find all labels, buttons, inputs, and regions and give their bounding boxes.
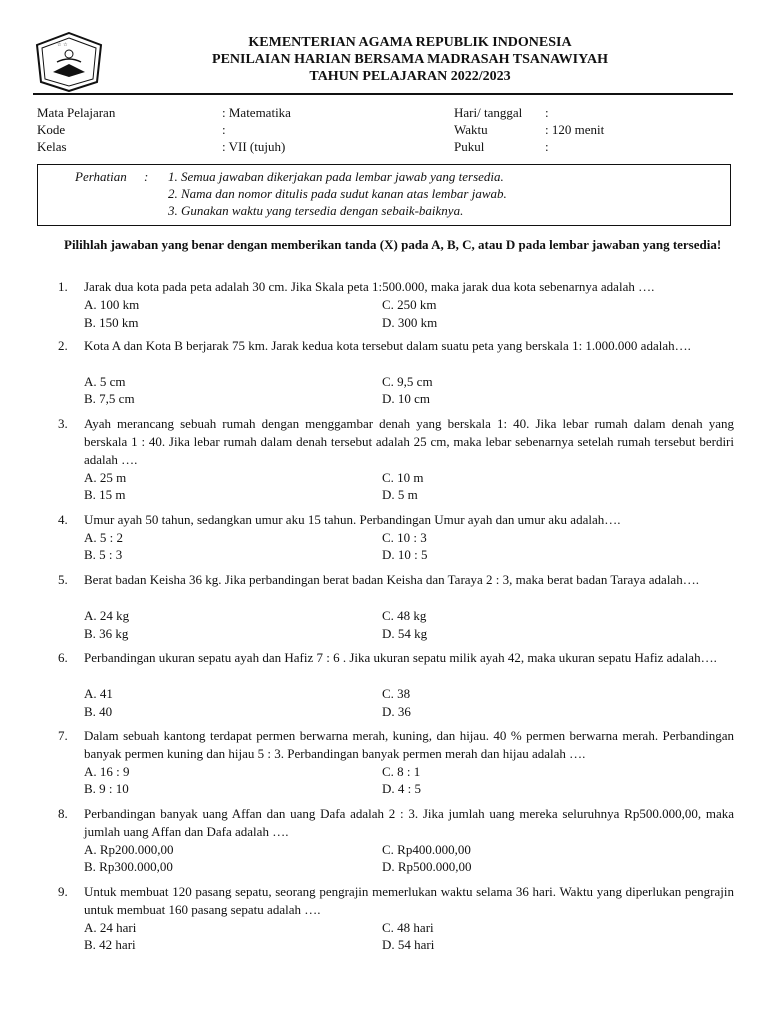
option-b: B. 15 m — [84, 487, 126, 502]
option-c: C. 10 : 3 — [382, 530, 427, 545]
question-text: Perbandingan ukuran sepatu ayah dan Hafiz 7 : 6 . Jika ukuran sepatu milik ayah 42, maka ukuran sepatu Hafiz adalah…. — [84, 650, 717, 665]
option-d: D. Rp500.000,00 — [382, 859, 472, 874]
pukul-label: Pukul — [454, 139, 485, 154]
svg-text:☆ ☆: ☆ ☆ — [57, 42, 68, 48]
hari-label: Hari/ tanggal — [454, 105, 523, 120]
option-c: C. 10 m — [382, 470, 424, 485]
option-c: C. 48 hari — [382, 920, 434, 935]
question-number: 2. — [58, 338, 68, 353]
option-a: A. 25 m — [84, 470, 127, 485]
option-c: C. 9,5 cm — [382, 374, 433, 389]
notice-item: 3. Gunakan waktu yang tersedia dengan sebaik-baiknya. — [168, 203, 464, 218]
option-c: C. 38 — [382, 686, 411, 701]
notice-box — [37, 164, 731, 226]
option-a: A. Rp200.000,00 — [84, 842, 174, 857]
option-a: A. 5 : 2 — [84, 530, 123, 545]
option-a: A. 24 kg — [84, 608, 130, 623]
question-text: Ayah merancang sebuah rumah dengan menggambar denah yang berskala 1: 40. Jika lebar rumah dalam denah yang berskala 1 : 40. Jika lebar rumah dalam denah tersebut adalah 25 cm, maka lebar sebenarnya setelah rumah tersebut berdiri adalah …. — [84, 416, 734, 467]
kemenag-emblem-icon — [35, 32, 103, 92]
instruction-text: Pilihlah jawaban yang benar dengan memberikan tanda (X) pada A, B, C, atau D pada lembar jawaban yang tersedia! — [64, 237, 722, 252]
notice-item: 1. Semua jawaban dikerjakan pada lembar jawab yang tersedia. — [168, 169, 504, 184]
option-d: D. 10 cm — [382, 391, 431, 406]
kode-label: Kode — [37, 122, 66, 137]
notice-item: 2. Nama dan nomor ditulis pada sudut kanan atas lembar jawab. — [168, 186, 507, 201]
option-b: B. 9 : 10 — [84, 781, 129, 796]
mapel-value: : Matematika — [222, 105, 291, 120]
question-number: 9. — [58, 884, 68, 899]
option-b: B. 150 km — [84, 315, 139, 330]
question-text: Untuk membuat 120 pasang sepatu, seorang pengrajin memerlukan waktu selama 36 hari. Waktu yang diperlukan pengrajin untuk membuat 160 pasang sepatu adalah …. — [84, 884, 734, 917]
hari-value: : — [545, 105, 549, 120]
header-line-3: TAHUN PELAJARAN 2022/2023 — [309, 69, 511, 84]
question-text: Perbandingan banyak uang Affan dan uang Dafa adalah 2 : 3. Jika jumlah uang mereka seluruhnya Rp500.000,00, maka jumlah uang Affan dan Dafa adalah …. — [84, 806, 734, 839]
notice-colon: : — [144, 169, 149, 184]
question-text: Kota A dan Kota B berjarak 75 km. Jarak kedua kota tersebut dalam suatu peta yang berskala 1: 1.000.000 adalah…. — [84, 338, 691, 353]
option-d: D. 300 km — [382, 315, 438, 330]
option-b: B. 5 : 3 — [84, 547, 123, 562]
option-a: A. 100 km — [84, 297, 140, 312]
option-d: D. 4 : 5 — [382, 781, 421, 796]
pukul-value: : — [545, 139, 549, 154]
waktu-label: Waktu — [454, 122, 488, 137]
waktu-value: : 120 menit — [545, 122, 605, 137]
question-text: Berat badan Keisha 36 kg. Jika perbandingan berat badan Keisha dan Taraya 2 : 3, maka berat badan Taraya adalah…. — [84, 572, 699, 587]
option-b: B. 36 kg — [84, 626, 129, 641]
question-number: 5. — [58, 572, 68, 587]
question-text: Dalam sebuah kantong terdapat permen berwarna merah, kuning, dan hijau. 40 % permen berwarna merah. Perbandingan banyak permen kuning dan hijau 5 : 3. Perbandingan banyak permen merah dan hijau adalah …. — [84, 728, 734, 761]
question-number: 4. — [58, 512, 68, 527]
option-c: C. 48 kg — [382, 608, 427, 623]
option-b: B. 7,5 cm — [84, 391, 135, 406]
question-number: 3. — [58, 416, 68, 431]
question-number: 6. — [58, 650, 68, 665]
header-line-1: KEMENTERIAN AGAMA REPUBLIK INDONESIA — [248, 35, 572, 50]
option-a: A. 41 — [84, 686, 113, 701]
header-rule — [33, 93, 733, 95]
option-c: C. 250 km — [382, 297, 437, 312]
notice-label: Perhatian — [75, 169, 127, 184]
question-number: 7. — [58, 728, 68, 743]
option-a: A. 5 cm — [84, 374, 126, 389]
option-c: C. Rp400.000,00 — [382, 842, 471, 857]
document-header — [0, 30, 768, 96]
option-d: D. 54 hari — [382, 937, 435, 952]
kelas-value: : VII (tujuh) — [222, 139, 286, 154]
option-a: A. 24 hari — [84, 920, 137, 935]
option-b: B. 40 — [84, 704, 113, 719]
option-a: A. 16 : 9 — [84, 764, 130, 779]
option-b: B. Rp300.000,00 — [84, 859, 173, 874]
option-b: B. 42 hari — [84, 937, 136, 952]
option-d: D. 10 : 5 — [382, 547, 428, 562]
question-number: 1. — [58, 279, 68, 294]
question-text: Umur ayah 50 tahun, sedangkan umur aku 15 tahun. Perbandingan Umur ayah dan umur aku adalah…. — [84, 512, 621, 527]
header-line-2: PENILAIAN HARIAN BERSAMA MADRASAH TSANAWIYAH — [212, 52, 608, 67]
option-d: D. 36 — [382, 704, 411, 719]
option-d: D. 54 kg — [382, 626, 428, 641]
kode-value: : — [222, 122, 226, 137]
option-d: D. 5 m — [382, 487, 418, 502]
question-text: Jarak dua kota pada peta adalah 30 cm. Jika Skala peta 1:500.000, maka jarak dua kota sebenarnya adalah …. — [84, 279, 655, 294]
question-number: 8. — [58, 806, 68, 821]
option-c: C. 8 : 1 — [382, 764, 421, 779]
mapel-label: Mata Pelajaran — [37, 105, 116, 120]
kelas-label: Kelas — [37, 139, 67, 154]
